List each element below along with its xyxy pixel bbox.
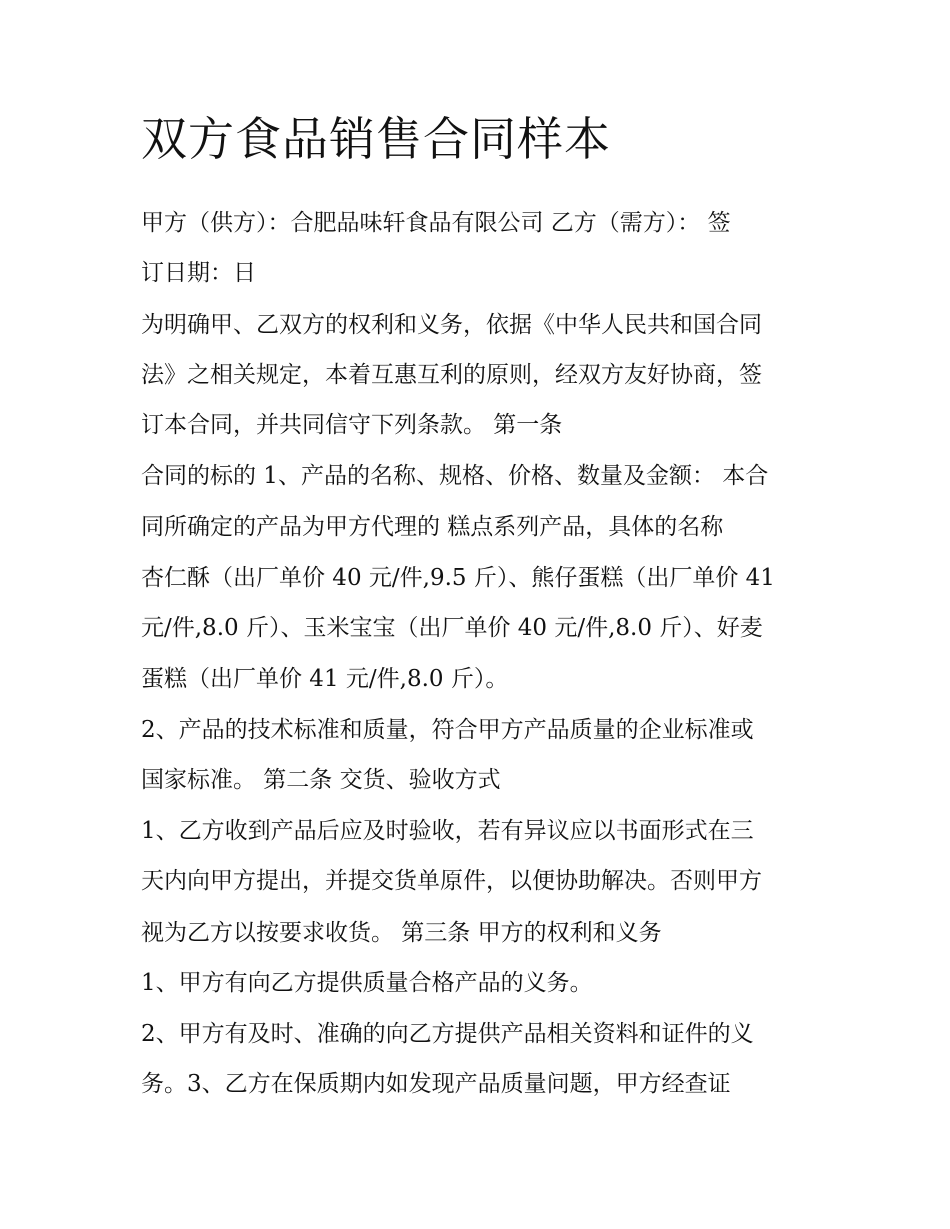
- body-line: 元/件,8.0 斤）、玉米宝宝（出厂单价 40 元/件,8.0 斤）、好麦: [141, 615, 763, 641]
- document-title: 双方食品销售合同样本: [141, 112, 611, 166]
- body-line: 天内向甲方提出，并提交货单原件，以便协助解决。否则甲方: [141, 868, 762, 894]
- body-line: 2、产品的技术标准和质量，符合甲方产品质量的企业标准或: [141, 717, 754, 743]
- body-line: 合同的标的 1、产品的名称、规格、价格、数量及金额： 本合: [141, 463, 769, 489]
- body-line: 同所确定的产品为甲方代理的 糕点系列产品，具体的名称: [141, 514, 724, 540]
- body-line: 为明确甲、乙双方的权利和义务，依据《中华人民共和国合同: [141, 312, 762, 338]
- body-line: 蛋糕（出厂单价 41 元/件,8.0 斤）。: [141, 666, 509, 692]
- body-line: 视为乙方以按要求收货。 第三条 甲方的权利和义务: [141, 920, 662, 946]
- body-line: 2、甲方有及时、准确的向乙方提供产品相关资料和证件的义: [141, 1021, 754, 1047]
- body-line: 法》之相关规定，本着互惠互利的原则，经双方友好协商，签: [141, 362, 762, 388]
- body-line: 1、甲方有向乙方提供质量合格产品的义务。: [141, 970, 593, 996]
- body-line: 杏仁酥（出厂单价 40 元/件,9.5 斤）、熊仔蛋糕（出厂单价 41: [141, 565, 775, 591]
- body-line: 务。3、乙方在保质期内如发现产品质量问题，甲方经查证: [141, 1071, 731, 1097]
- body-line: 订本合同，并共同信守下列条款。 第一条: [141, 412, 563, 438]
- body-line: 1、乙方收到产品后应及时验收，若有异议应以书面形式在三: [141, 818, 754, 844]
- body-line: 甲方（供方）：合肥品味轩食品有限公司 乙方（需方）： 签: [141, 210, 731, 236]
- body-line: 订日期：日: [141, 260, 256, 286]
- body-line: 国家标准。 第二条 交货、验收方式: [141, 767, 501, 793]
